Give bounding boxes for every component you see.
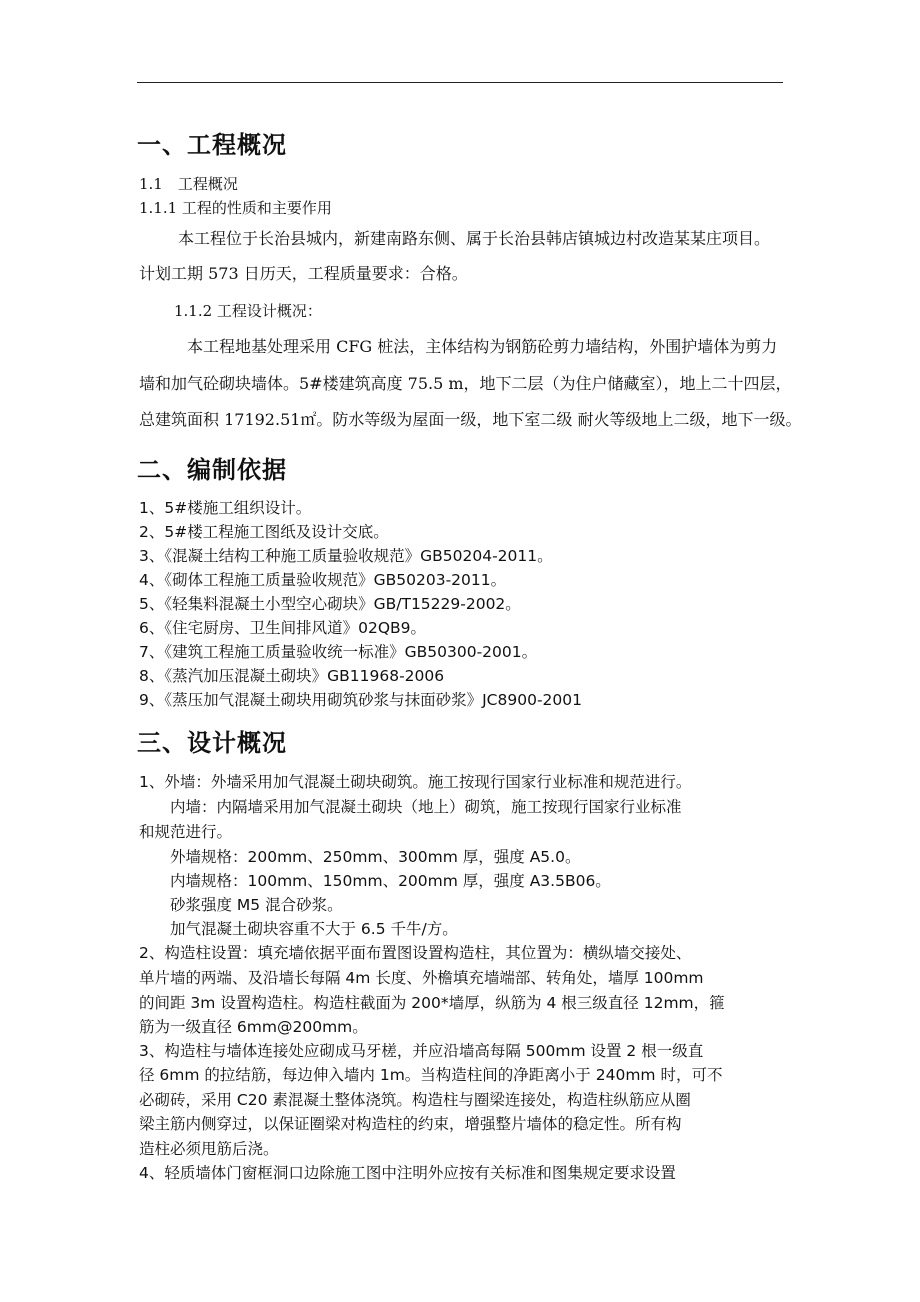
- section-3-heading: 三、设计概况: [137, 729, 287, 757]
- design-line: 和规范进行。: [139, 823, 233, 841]
- subsection-1-1-2: 1.1.2 工程设计概况：: [174, 302, 322, 320]
- basis-item: 4、《砌体工程施工质量验收规范》GB50203-2011。: [139, 571, 507, 589]
- para2-line2: 墙和加气砼砌块墙体。5#楼建筑高度 75.5 m，地下二层（为住户储藏室），地上二十四层，: [139, 374, 792, 393]
- basis-item: 7、《建筑工程施工质量验收统一标准》GB50300-2001。: [139, 643, 538, 661]
- para1-line1: 本工程位于长治县城内，新建南路东侧、属于长治县韩店镇城边村改造某某庄项目。: [178, 229, 771, 248]
- design-line: 内墙规格：100mm、150mm、200mm 厚，强度 A3.5B06。: [170, 872, 611, 890]
- basis-item: 3、《混凝土结构工种施工质量验收规范》GB50204-2011。: [139, 547, 553, 565]
- basis-item: 8、《蒸汽加压混凝土砌块》GB11968-2006: [139, 667, 445, 685]
- subsection-1-1: 1.1 工程概况: [139, 175, 238, 193]
- header-rule: [137, 82, 783, 83]
- basis-item: 2、5#楼工程施工图纸及设计交底。: [139, 523, 389, 541]
- design-line: 梁主筋内侧穿过，以保证圈梁对构造柱的约束，增强整片墙体的稳定性。所有构: [139, 1115, 682, 1133]
- design-line: 4、轻质墙体门窗框洞口边除施工图中注明外应按有关标准和图集规定要求设置: [139, 1164, 676, 1182]
- section-2-heading: 二、编制依据: [137, 456, 287, 484]
- para1-line2: 计划工期 573 日历天，工程质量要求：合格。: [139, 264, 468, 283]
- design-line: 内墙：内隔墙采用加气混凝土砌块（地上）砌筑，施工按现行国家行业标准: [170, 798, 682, 816]
- design-line: 2、构造柱设置：填充墙依据平面布置图设置构造柱，其位置为：横纵墙交接处、: [139, 944, 692, 962]
- design-line: 必砌砖，采用 C20 素混凝土整体浇筑。构造柱与圈梁连接处，构造柱纵筋应从圈: [139, 1091, 691, 1109]
- design-line: 单片墙的两端、及沿墙长每隔 4m 长度、外檐填充墙端部、转角处，墙厚 100mm: [139, 969, 704, 987]
- subsection-1-1-1: 1.1.1 工程的性质和主要作用: [139, 199, 332, 217]
- design-line: 1、外墙：外墙采用加气混凝土砌块砌筑。施工按现行国家行业标准和规范进行。: [139, 773, 692, 791]
- design-line: 外墙规格：200mm、250mm、300mm 厚，强度 A5.0。: [170, 848, 581, 866]
- design-line: 筋为一级直径 6mm@200mm。: [139, 1018, 368, 1036]
- design-line: 径 6mm 的拉结筋，每边伸入墙内 1m。当构造柱间的净距离小于 240mm 时，可不: [139, 1066, 723, 1084]
- design-line: 的间距 3m 设置构造柱。构造柱截面为 200*墙厚，纵筋为 4 根三级直径 12mm，箍: [139, 994, 725, 1012]
- section-1-heading: 一、工程概况: [137, 131, 287, 159]
- basis-item: 6、《住宅厨房、卫生间排风道》02QB9。: [139, 619, 427, 637]
- para2-line3: 总建筑面积 17192.51㎡。防水等级为屋面一级，地下室二级 耐火等级地上二级，地下一级。: [139, 410, 802, 429]
- design-line: 砂浆强度 M5 混合砂浆。: [170, 896, 343, 914]
- para2-line1: 本工程地基处理采用 CFG 桩法，主体结构为钢筋砼剪力墙结构，外围护墙体为剪力: [187, 337, 778, 356]
- basis-item: 5、《轻集料混凝土小型空心砌块》GB/T15229-2002。: [139, 595, 521, 613]
- basis-item: 9、《蒸压加气混凝土砌块用砌筑砂浆与抹面砂浆》JC8900-2001: [139, 691, 582, 709]
- design-line: 3、构造柱与墙体连接处应砌成马牙槎，并应沿墙高每隔 500mm 设置 2 根一级直: [139, 1042, 704, 1060]
- basis-item: 1、5#楼施工组织设计。: [139, 499, 312, 517]
- design-line: 加气混凝土砌块容重不大于 6.5 千牛/方。: [170, 920, 458, 938]
- design-line: 造柱必须甩筋后浇。: [139, 1140, 279, 1158]
